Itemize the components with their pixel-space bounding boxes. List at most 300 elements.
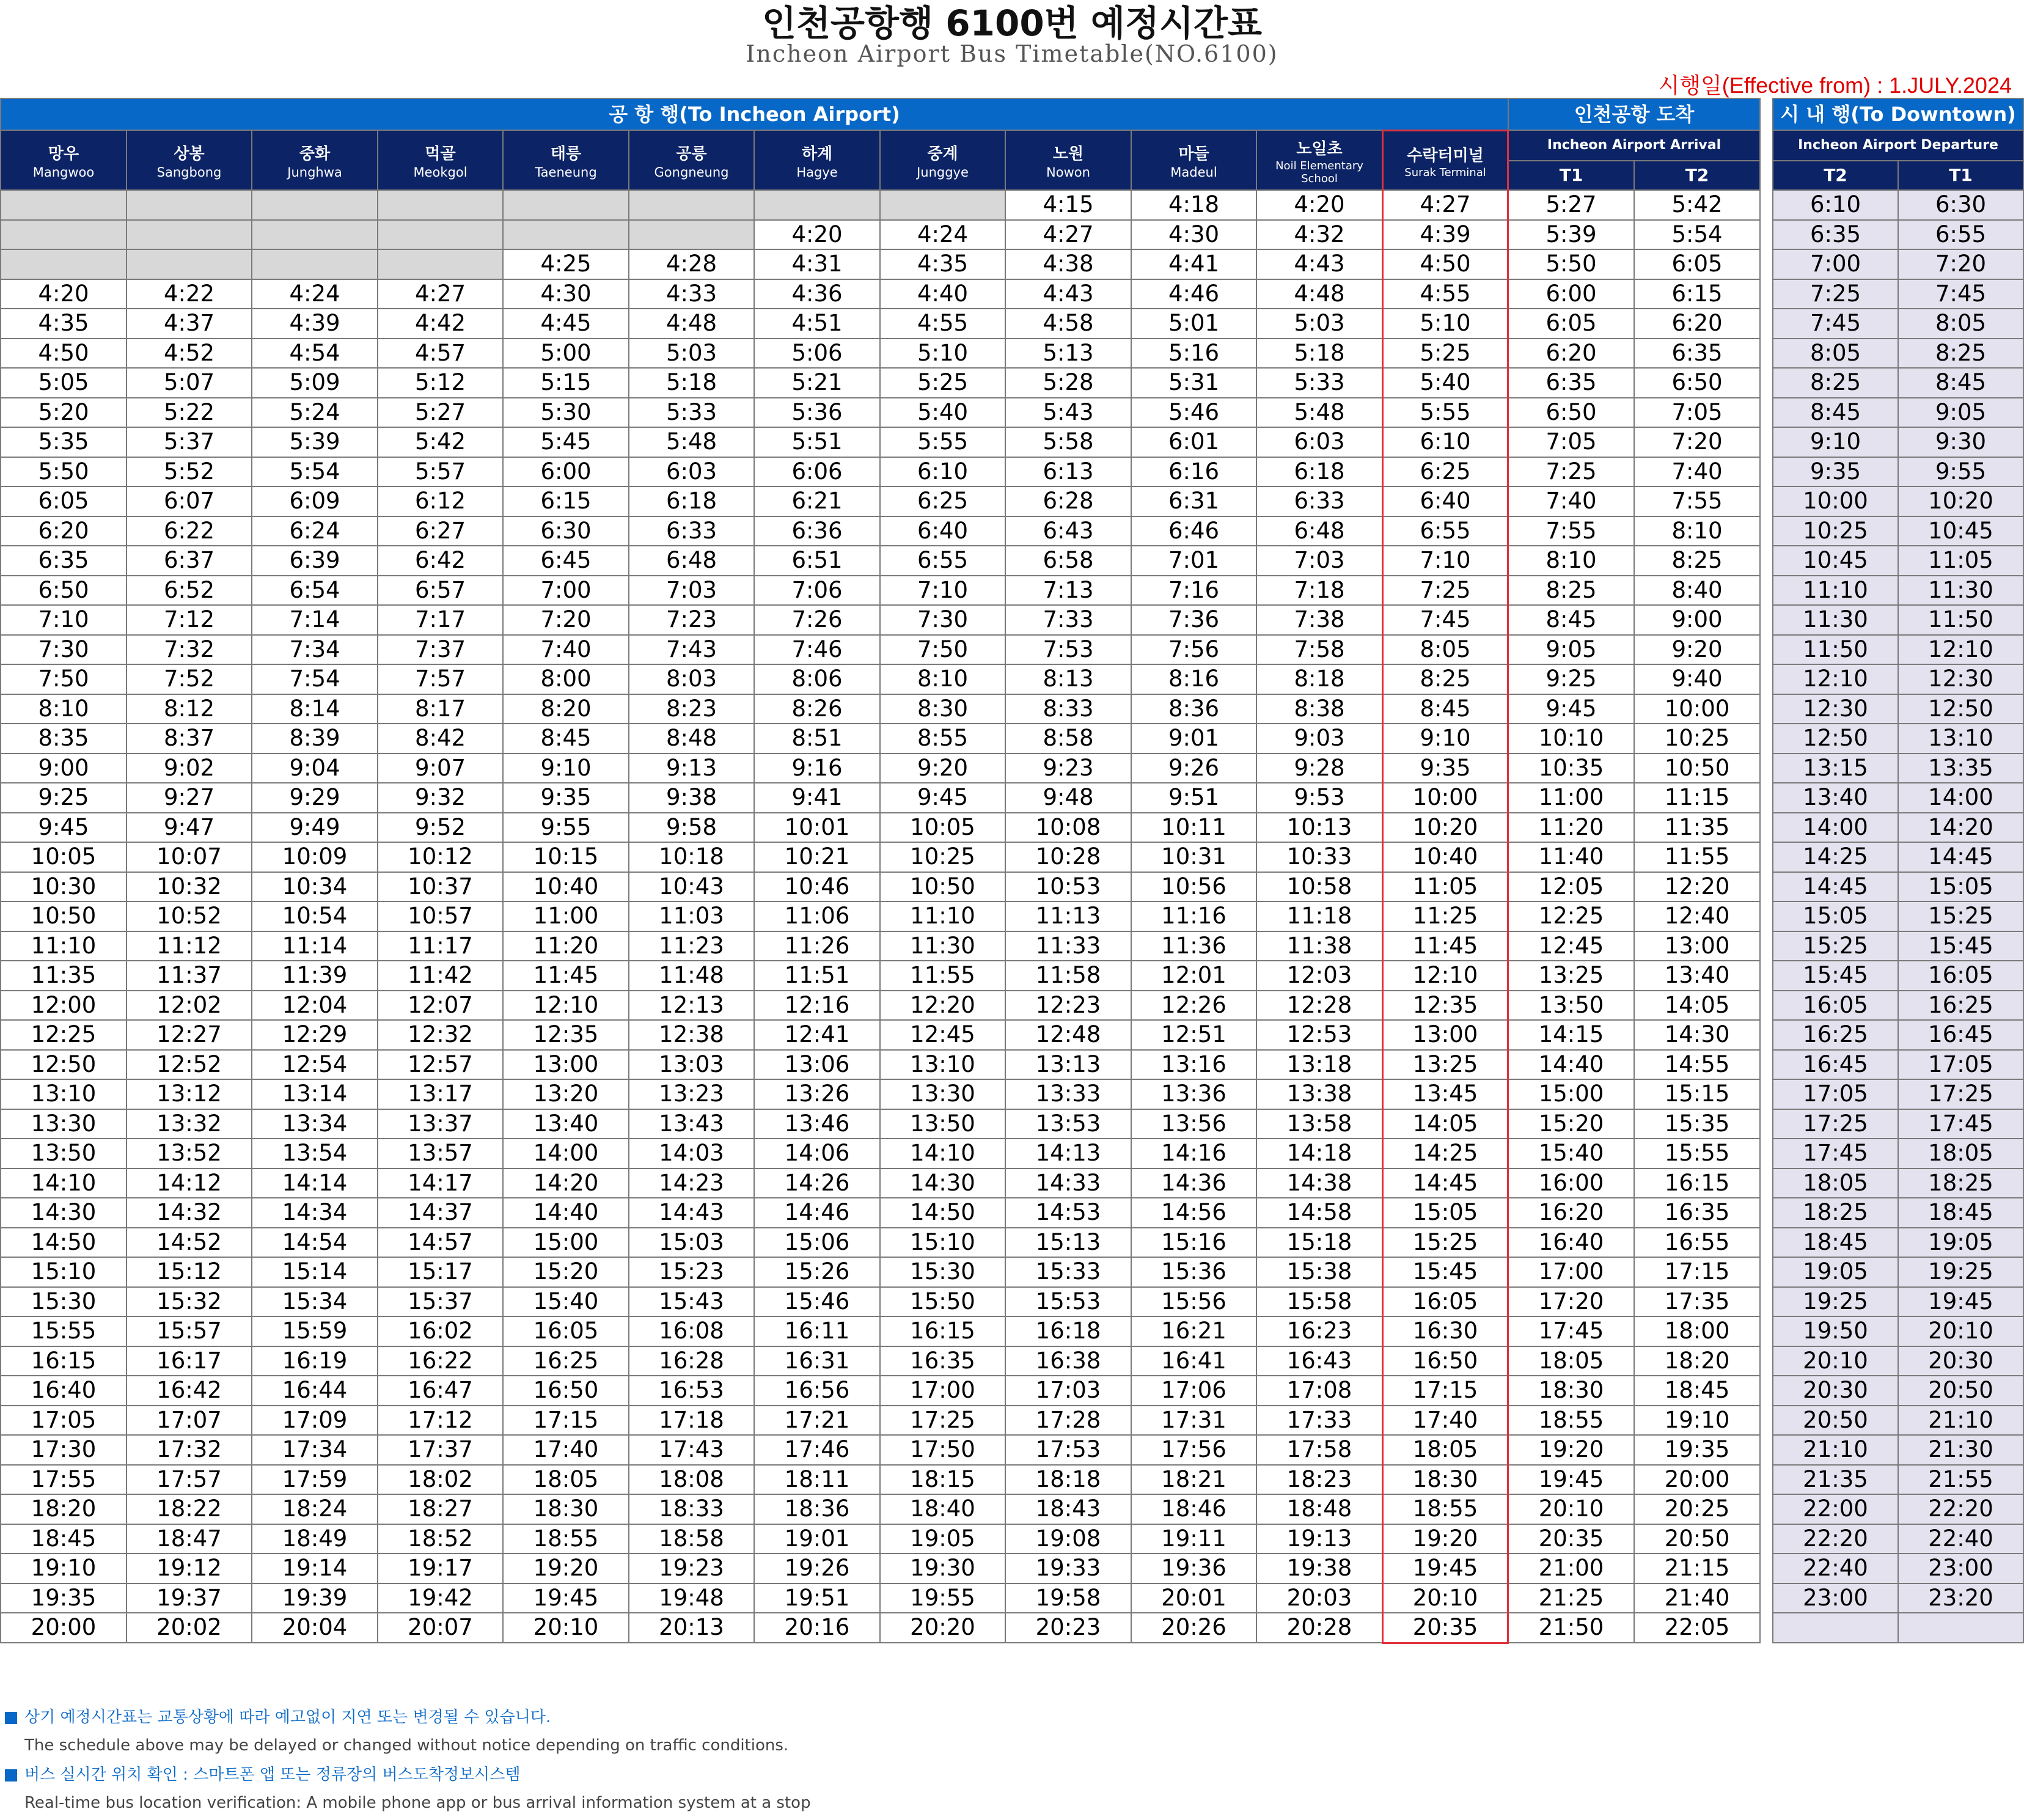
time-cell: 14:33 bbox=[1005, 1169, 1131, 1198]
time-cell: 10:25 bbox=[1634, 724, 1760, 754]
time-cell: 15:06 bbox=[754, 1228, 880, 1258]
time-cell: 15:45 bbox=[1898, 931, 2023, 961]
time-cell bbox=[127, 249, 252, 279]
time-cell: 15:12 bbox=[127, 1257, 252, 1287]
time-cell: 7:20 bbox=[1634, 427, 1760, 457]
time-cell: 5:42 bbox=[1634, 190, 1760, 220]
time-cell: 17:33 bbox=[1256, 1406, 1382, 1436]
time-cell: 22:20 bbox=[1773, 1524, 1898, 1554]
time-cell: 12:16 bbox=[754, 991, 880, 1021]
time-cell: 6:55 bbox=[880, 546, 1005, 576]
time-cell: 6:05 bbox=[1634, 249, 1760, 279]
time-cell: 8:26 bbox=[754, 694, 880, 724]
table-row bbox=[1773, 724, 2023, 754]
time-cell: 11:00 bbox=[503, 901, 629, 931]
stop-header-surak-terminal bbox=[1382, 130, 1508, 190]
time-cell: 20:00 bbox=[1, 1613, 127, 1643]
time-cell: 4:27 bbox=[378, 279, 503, 309]
time-cell: 4:55 bbox=[1382, 279, 1508, 309]
time-cell: 4:20 bbox=[1, 279, 127, 309]
stop-header-gongneung bbox=[629, 130, 754, 190]
time-cell: 9:10 bbox=[1773, 427, 1898, 457]
time-cell: 6:18 bbox=[629, 486, 754, 516]
time-cell: 4:36 bbox=[754, 279, 880, 309]
time-cell: 18:20 bbox=[1, 1494, 127, 1524]
time-cell: 11:20 bbox=[1508, 813, 1634, 843]
time-cell: 4:48 bbox=[1256, 279, 1382, 309]
time-cell: 16:25 bbox=[1898, 991, 2023, 1021]
time-cell: 12:50 bbox=[1, 1050, 127, 1080]
time-cell: 16:18 bbox=[1005, 1316, 1131, 1346]
time-cell: 14:14 bbox=[252, 1169, 378, 1198]
time-cell: 6:09 bbox=[252, 486, 378, 516]
time-cell: 19:08 bbox=[1005, 1524, 1131, 1554]
time-cell: 6:54 bbox=[252, 576, 378, 606]
time-cell: 19:50 bbox=[1773, 1316, 1898, 1346]
time-cell: 16:15 bbox=[1634, 1169, 1760, 1198]
stop-name-en: Surak Terminal bbox=[1404, 166, 1486, 179]
time-cell: 19:30 bbox=[880, 1554, 1005, 1583]
time-cell: 17:46 bbox=[754, 1435, 880, 1465]
table-row bbox=[1, 1494, 1760, 1524]
time-cell: 13:40 bbox=[1773, 783, 1898, 813]
time-cell: 13:40 bbox=[503, 1109, 629, 1139]
time-cell: 6:39 bbox=[252, 546, 378, 576]
time-cell: 20:30 bbox=[1898, 1346, 2023, 1376]
time-cell: 18:30 bbox=[1382, 1465, 1508, 1495]
time-cell: 16:17 bbox=[127, 1346, 252, 1376]
time-cell: 7:17 bbox=[378, 605, 503, 635]
time-cell: 11:25 bbox=[1382, 901, 1508, 931]
table-row bbox=[1, 1554, 1760, 1583]
time-cell: 16:25 bbox=[503, 1346, 629, 1376]
time-cell: 14:45 bbox=[1382, 1169, 1508, 1198]
time-cell: 4:30 bbox=[503, 279, 629, 309]
stop-name-ko: 태릉 bbox=[550, 145, 582, 163]
time-cell: 5:46 bbox=[1131, 398, 1256, 428]
table-row bbox=[1, 1465, 1760, 1495]
time-cell: 11:10 bbox=[1, 931, 127, 961]
time-cell: 5:55 bbox=[880, 427, 1005, 457]
time-cell: 6:37 bbox=[127, 546, 252, 576]
time-cell: 5:22 bbox=[127, 398, 252, 428]
time-cell: 6:15 bbox=[503, 486, 629, 516]
time-cell: 4:50 bbox=[1, 339, 127, 369]
time-cell: 18:36 bbox=[754, 1494, 880, 1524]
time-cell: 5:57 bbox=[378, 457, 503, 487]
time-cell: 18:52 bbox=[378, 1524, 503, 1554]
time-cell: 11:00 bbox=[1508, 783, 1634, 813]
time-cell: 18:45 bbox=[1773, 1228, 1898, 1258]
time-cell: 11:42 bbox=[378, 961, 503, 991]
table-row bbox=[1, 1613, 1760, 1643]
time-cell: 4:31 bbox=[754, 249, 880, 279]
table-row bbox=[1773, 931, 2023, 961]
time-cell: 6:05 bbox=[1, 486, 127, 516]
time-cell: 11:16 bbox=[1131, 901, 1256, 931]
time-cell: 4:20 bbox=[754, 220, 880, 250]
time-cell: 9:51 bbox=[1131, 783, 1256, 813]
time-cell: 10:35 bbox=[1508, 754, 1634, 783]
time-cell: 12:00 bbox=[1, 991, 127, 1021]
time-cell: 12:23 bbox=[1005, 991, 1131, 1021]
time-cell: 4:24 bbox=[880, 220, 1005, 250]
time-cell: 4:48 bbox=[629, 309, 754, 339]
time-cell: 12:50 bbox=[1898, 694, 2023, 724]
time-cell: 11:05 bbox=[1382, 872, 1508, 902]
time-cell: 15:05 bbox=[1382, 1198, 1508, 1228]
time-cell: 7:55 bbox=[1634, 486, 1760, 516]
time-cell: 9:48 bbox=[1005, 783, 1131, 813]
time-cell: 13:50 bbox=[880, 1109, 1005, 1139]
time-cell: 5:33 bbox=[629, 398, 754, 428]
time-cell: 14:36 bbox=[1131, 1169, 1256, 1198]
time-cell: 7:05 bbox=[1508, 427, 1634, 457]
time-cell: 16:43 bbox=[1256, 1346, 1382, 1376]
time-cell: 11:35 bbox=[1, 961, 127, 991]
time-cell: 19:36 bbox=[1131, 1554, 1256, 1583]
page-subtitle: Incheon Airport Bus Timetable(NO.6100) bbox=[746, 40, 1278, 67]
time-cell: 9:52 bbox=[378, 813, 503, 843]
time-cell: 16:50 bbox=[1382, 1346, 1508, 1376]
time-cell: 8:25 bbox=[1634, 546, 1760, 576]
time-cell: 15:00 bbox=[503, 1228, 629, 1258]
time-cell: 18:45 bbox=[1, 1524, 127, 1554]
time-cell: 6:35 bbox=[1508, 368, 1634, 398]
time-cell: 15:43 bbox=[629, 1287, 754, 1317]
table-row bbox=[1773, 813, 2023, 843]
time-cell: 14:25 bbox=[1773, 842, 1898, 872]
time-cell: 19:45 bbox=[1382, 1554, 1508, 1583]
time-cell: 11:45 bbox=[503, 961, 629, 991]
time-cell: 6:20 bbox=[1508, 339, 1634, 369]
table-row bbox=[1, 1050, 1760, 1080]
time-cell: 13:38 bbox=[1256, 1079, 1382, 1109]
time-cell: 21:30 bbox=[1898, 1435, 2023, 1465]
time-cell: 5:07 bbox=[127, 368, 252, 398]
table-row bbox=[1, 576, 1760, 606]
time-cell: 19:33 bbox=[1005, 1554, 1131, 1583]
time-cell: 13:00 bbox=[1382, 1020, 1508, 1050]
time-cell: 10:20 bbox=[1382, 813, 1508, 843]
time-cell: 17:08 bbox=[1256, 1376, 1382, 1406]
time-cell: 18:24 bbox=[252, 1494, 378, 1524]
time-cell: 9:40 bbox=[1634, 664, 1760, 694]
time-cell: 16:15 bbox=[1, 1346, 127, 1376]
time-cell: 17:28 bbox=[1005, 1406, 1131, 1436]
time-cell: 5:52 bbox=[127, 457, 252, 487]
time-cell: 13:25 bbox=[1508, 961, 1634, 991]
table-row bbox=[1773, 309, 2023, 339]
time-cell: 12:26 bbox=[1131, 991, 1256, 1021]
table-row bbox=[1773, 991, 2023, 1021]
time-cell: 7:58 bbox=[1256, 635, 1382, 665]
table-row bbox=[1, 1198, 1760, 1228]
time-cell: 16:35 bbox=[1634, 1198, 1760, 1228]
time-cell: 16:56 bbox=[754, 1376, 880, 1406]
table-row bbox=[1773, 605, 2023, 635]
time-cell: 17:18 bbox=[629, 1406, 754, 1436]
time-cell: 19:37 bbox=[127, 1583, 252, 1613]
time-cell: 19:38 bbox=[1256, 1554, 1382, 1583]
time-cell: 5:48 bbox=[1256, 398, 1382, 428]
time-cell: 17:00 bbox=[880, 1376, 1005, 1406]
table-row bbox=[1773, 635, 2023, 665]
time-cell: 9:35 bbox=[503, 783, 629, 813]
time-cell: 16:41 bbox=[1131, 1346, 1256, 1376]
time-cell: 9:35 bbox=[1773, 457, 1898, 487]
time-cell: 12:45 bbox=[880, 1020, 1005, 1050]
time-cell: 19:48 bbox=[629, 1583, 754, 1613]
time-cell: 14:13 bbox=[1005, 1139, 1131, 1169]
time-cell: 19:45 bbox=[503, 1583, 629, 1613]
time-cell: 9:29 bbox=[252, 783, 378, 813]
time-cell: 7:18 bbox=[1256, 576, 1382, 606]
time-cell: 6:31 bbox=[1131, 486, 1256, 516]
time-cell: 14:40 bbox=[503, 1198, 629, 1228]
table-row bbox=[1, 1316, 1760, 1346]
time-cell: 12:07 bbox=[378, 991, 503, 1021]
stop-name-en: Nowon bbox=[1046, 165, 1090, 180]
table-row bbox=[1773, 1079, 2023, 1109]
time-cell: 10:10 bbox=[1508, 724, 1634, 754]
time-cell: 9:05 bbox=[1508, 635, 1634, 665]
time-cell: 6:35 bbox=[1773, 220, 1898, 250]
time-cell: 17:34 bbox=[252, 1435, 378, 1465]
time-cell: 5:03 bbox=[629, 339, 754, 369]
time-cell: 5:10 bbox=[880, 339, 1005, 369]
time-cell: 4:35 bbox=[880, 249, 1005, 279]
time-cell: 6:03 bbox=[629, 457, 754, 487]
time-cell: 16:44 bbox=[252, 1376, 378, 1406]
time-cell: 19:55 bbox=[880, 1583, 1005, 1613]
time-cell: 21:55 bbox=[1898, 1465, 2023, 1495]
time-cell: 7:53 bbox=[1005, 635, 1131, 665]
time-cell: 14:12 bbox=[127, 1169, 252, 1198]
time-cell: 6:01 bbox=[1131, 427, 1256, 457]
time-cell: 5:01 bbox=[1131, 309, 1256, 339]
time-cell: 11:12 bbox=[127, 931, 252, 961]
time-cell: 12:10 bbox=[1898, 635, 2023, 665]
time-cell: 17:25 bbox=[1898, 1079, 2023, 1109]
time-cell: 7:16 bbox=[1131, 576, 1256, 606]
time-cell: 4:20 bbox=[1256, 190, 1382, 220]
table-row bbox=[1, 368, 1760, 398]
time-cell: 11:14 bbox=[252, 931, 378, 961]
time-cell: 16:00 bbox=[1508, 1169, 1634, 1198]
stop-name-en: Meokgol bbox=[413, 165, 468, 180]
time-cell: 7:30 bbox=[880, 605, 1005, 635]
time-cell: 16:30 bbox=[1382, 1316, 1508, 1346]
time-cell: 11:36 bbox=[1131, 931, 1256, 961]
stop-name-en: Junghwa bbox=[287, 165, 342, 180]
time-cell: 6:30 bbox=[503, 516, 629, 546]
time-cell: 6:25 bbox=[1382, 457, 1508, 487]
time-cell: 6:13 bbox=[1005, 457, 1131, 487]
time-cell bbox=[503, 220, 629, 250]
time-cell: 8:36 bbox=[1131, 694, 1256, 724]
table-row bbox=[1, 1406, 1760, 1436]
time-cell: 10:00 bbox=[1634, 694, 1760, 724]
to-airport-header: 공 항 행(To Incheon Airport) bbox=[1, 98, 1508, 130]
time-cell: 19:12 bbox=[127, 1554, 252, 1583]
time-cell bbox=[1, 190, 127, 220]
time-cell: 13:36 bbox=[1131, 1079, 1256, 1109]
time-cell: 4:45 bbox=[503, 309, 629, 339]
time-cell: 8:18 bbox=[1256, 664, 1382, 694]
arrival-terminal-t2: T2 bbox=[1634, 161, 1760, 190]
time-cell: 19:23 bbox=[629, 1554, 754, 1583]
time-cell: 7:36 bbox=[1131, 605, 1256, 635]
stop-header-madeul bbox=[1131, 130, 1256, 190]
time-cell: 21:15 bbox=[1634, 1554, 1760, 1583]
bullet-square-icon bbox=[5, 1769, 17, 1781]
time-cell: 6:20 bbox=[1634, 309, 1760, 339]
time-cell: 8:13 bbox=[1005, 664, 1131, 694]
time-cell: 12:01 bbox=[1131, 961, 1256, 991]
time-cell: 21:35 bbox=[1773, 1465, 1898, 1495]
time-cell: 15:55 bbox=[1634, 1139, 1760, 1169]
time-cell: 8:38 bbox=[1256, 694, 1382, 724]
time-cell: 13:30 bbox=[880, 1079, 1005, 1109]
time-cell: 18:58 bbox=[629, 1524, 754, 1554]
table-row bbox=[1773, 1198, 2023, 1228]
time-cell: 10:28 bbox=[1005, 842, 1131, 872]
time-cell: 10:18 bbox=[629, 842, 754, 872]
time-cell: 16:05 bbox=[1382, 1287, 1508, 1317]
time-cell: 19:26 bbox=[754, 1554, 880, 1583]
time-cell: 23:00 bbox=[1773, 1583, 1898, 1613]
table-row bbox=[1, 664, 1760, 694]
time-cell: 12:20 bbox=[1634, 872, 1760, 902]
time-cell: 8:45 bbox=[1898, 368, 2023, 398]
time-cell: 14:10 bbox=[880, 1139, 1005, 1169]
time-cell: 15:46 bbox=[754, 1287, 880, 1317]
time-cell: 7:10 bbox=[1382, 546, 1508, 576]
time-cell: 11:58 bbox=[1005, 961, 1131, 991]
time-cell: 7:25 bbox=[1508, 457, 1634, 487]
time-cell: 10:00 bbox=[1773, 486, 1898, 516]
time-cell: 14:38 bbox=[1256, 1169, 1382, 1198]
time-cell: 13:26 bbox=[754, 1079, 880, 1109]
time-cell: 7:45 bbox=[1898, 279, 2023, 309]
table-row bbox=[1, 931, 1760, 961]
time-cell: 13:23 bbox=[629, 1079, 754, 1109]
time-cell bbox=[1773, 1613, 1898, 1643]
time-cell: 4:15 bbox=[1005, 190, 1131, 220]
time-cell: 17:45 bbox=[1898, 1109, 2023, 1139]
time-cell: 16:05 bbox=[503, 1316, 629, 1346]
table-row bbox=[1773, 486, 2023, 516]
time-cell: 21:40 bbox=[1634, 1583, 1760, 1613]
time-cell: 7:54 bbox=[252, 664, 378, 694]
time-cell bbox=[252, 249, 378, 279]
time-cell: 17:05 bbox=[1, 1406, 127, 1436]
time-cell: 8:10 bbox=[880, 664, 1005, 694]
time-cell: 9:27 bbox=[127, 783, 252, 813]
time-cell: 9:10 bbox=[1382, 724, 1508, 754]
time-cell: 8:25 bbox=[1508, 576, 1634, 606]
time-cell: 13:56 bbox=[1131, 1109, 1256, 1139]
time-cell: 18:33 bbox=[629, 1494, 754, 1524]
time-cell: 11:30 bbox=[1898, 576, 2023, 606]
time-cell: 19:35 bbox=[1634, 1435, 1760, 1465]
time-cell: 5:40 bbox=[880, 398, 1005, 428]
time-cell: 11:33 bbox=[1005, 931, 1131, 961]
time-cell: 11:10 bbox=[880, 901, 1005, 931]
time-cell: 18:47 bbox=[127, 1524, 252, 1554]
time-cell: 12:48 bbox=[1005, 1020, 1131, 1050]
time-cell: 15:50 bbox=[880, 1287, 1005, 1317]
time-cell: 6:24 bbox=[252, 516, 378, 546]
time-cell: 13:14 bbox=[252, 1079, 378, 1109]
time-cell: 9:41 bbox=[754, 783, 880, 813]
time-cell: 17:40 bbox=[1382, 1406, 1508, 1436]
time-cell: 13:10 bbox=[880, 1050, 1005, 1080]
time-cell: 13:50 bbox=[1508, 991, 1634, 1021]
time-cell: 6:57 bbox=[378, 576, 503, 606]
to-airport-timetable bbox=[0, 98, 1761, 1643]
time-cell: 14:10 bbox=[1, 1169, 127, 1198]
time-cell: 4:27 bbox=[1005, 220, 1131, 250]
time-cell: 7:13 bbox=[1005, 576, 1131, 606]
time-cell: 11:10 bbox=[1773, 576, 1898, 606]
time-cell: 4:50 bbox=[1382, 249, 1508, 279]
time-cell: 18:15 bbox=[880, 1465, 1005, 1495]
time-cell: 15:56 bbox=[1131, 1287, 1256, 1317]
time-cell: 13:46 bbox=[754, 1109, 880, 1139]
time-cell: 10:50 bbox=[1, 901, 127, 931]
time-cell: 6:50 bbox=[1634, 368, 1760, 398]
time-cell: 5:27 bbox=[378, 398, 503, 428]
time-cell: 8:55 bbox=[880, 724, 1005, 754]
time-cell: 5:40 bbox=[1382, 368, 1508, 398]
time-cell: 5:51 bbox=[754, 427, 880, 457]
time-cell: 8:25 bbox=[1773, 368, 1898, 398]
table-row bbox=[1773, 1465, 2023, 1495]
time-cell: 14:45 bbox=[1898, 842, 2023, 872]
table-row bbox=[1773, 664, 2023, 694]
time-cell: 13:43 bbox=[629, 1109, 754, 1139]
time-cell: 11:18 bbox=[1256, 901, 1382, 931]
time-cell: 5:18 bbox=[629, 368, 754, 398]
time-cell: 7:23 bbox=[629, 605, 754, 635]
time-cell: 5:05 bbox=[1, 368, 127, 398]
time-cell: 5:24 bbox=[252, 398, 378, 428]
time-cell: 7:33 bbox=[1005, 605, 1131, 635]
time-cell: 18:23 bbox=[1256, 1465, 1382, 1495]
time-cell: 15:23 bbox=[629, 1257, 754, 1287]
time-cell: 11:17 bbox=[378, 931, 503, 961]
time-cell: 14:30 bbox=[1634, 1020, 1760, 1050]
time-cell: 7:40 bbox=[1508, 486, 1634, 516]
time-cell: 22:00 bbox=[1773, 1494, 1898, 1524]
time-cell: 15:03 bbox=[629, 1228, 754, 1258]
time-cell: 14:06 bbox=[754, 1139, 880, 1169]
time-cell: 6:30 bbox=[1898, 190, 2023, 220]
time-cell: 5:39 bbox=[1508, 220, 1634, 250]
time-cell: 22:20 bbox=[1898, 1494, 2023, 1524]
time-cell: 5:55 bbox=[1382, 398, 1508, 428]
time-cell: 18:11 bbox=[754, 1465, 880, 1495]
time-cell: 7:34 bbox=[252, 635, 378, 665]
time-cell: 9:58 bbox=[629, 813, 754, 843]
table-row bbox=[1773, 1050, 2023, 1080]
time-cell: 5:15 bbox=[503, 368, 629, 398]
table-row bbox=[1, 1583, 1760, 1613]
time-cell: 15:45 bbox=[1773, 961, 1898, 991]
time-cell: 9:35 bbox=[1382, 754, 1508, 783]
